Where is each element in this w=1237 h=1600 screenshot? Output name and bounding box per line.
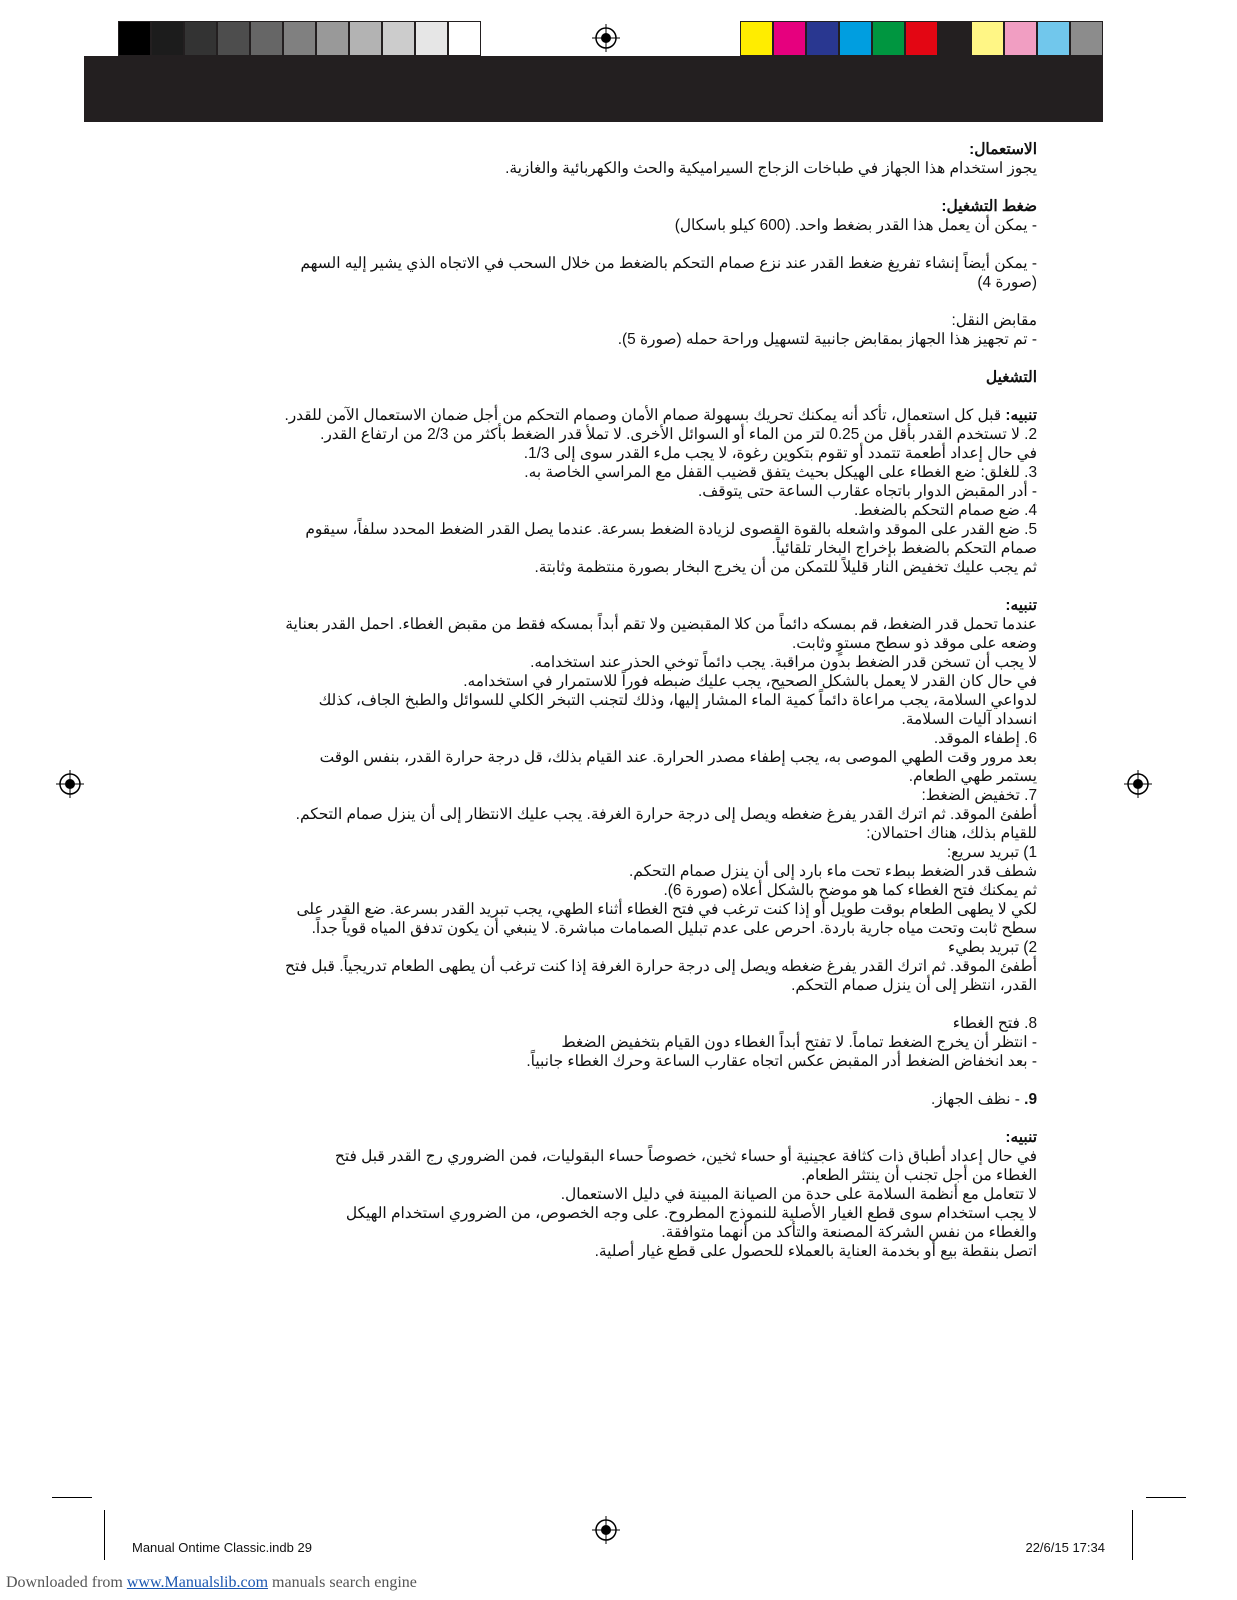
text-line: - انتظر أن يخرج الضغط تماماً. لا تفتح أبداً الغطاء دون القيام بتخفيض الضغط [561,1034,1037,1051]
operation-warning [232,406,1037,425]
gray-swatch [250,21,283,56]
text-line: لكي لا يطهى الطعام بوقت طويل أو إذا كنت ترغب في فتح الغطاء أثناء الطهي، يجب تبريد القدر بسرعة. ضع القدر على [296,901,1037,918]
text-line: لا يجب أن تسخن قدر الضغط بدون مراقبة. يجب دائماً توخي الحذر عند استخدامه. [530,654,1037,671]
color-swatch [773,21,806,56]
step-text: - نظف الجهاز. [930,1091,1025,1108]
crop-mark [104,1510,105,1560]
heading-operating-pressure: ضغط التشغيل: [941,198,1037,215]
downloaded-prefix: Downloaded from [6,1574,127,1591]
text-line: 8. فتح الغطاء [952,1015,1037,1032]
text-line: 2. لا تستخدم القدر بأقل من 0.25 لتر من الماء أو السوائل الأخرى. لا تملأ قدر الضغط بأكثر من 2/3 من ارتفاع القدر. [320,426,1037,443]
text-line: شطف قدر الضغط ببطء تحت ماء بارد إلى أن ينزل صمام التحكم. [629,863,1037,880]
heading-usage: الاستعمال: [969,141,1037,158]
text-line: مقابض النقل: [951,312,1037,329]
gray-swatch [448,21,481,56]
heading-operation: التشغيل [985,369,1037,386]
registration-mark-right [1124,770,1152,798]
registration-mark-bottom [592,1516,620,1544]
text-line: لا يجب استخدام سوى قطع الغيار الأصلية للنموذج المطروح. على وجه الخصوص، من الضروري استخدام الهيكل [345,1205,1037,1222]
crop-mark [1132,1510,1133,1560]
color-swatch [905,21,938,56]
text-line: - أدر المقبض الدوار باتجاه عقارب الساعة حتى يتوقف. [698,483,1037,500]
text-line: في حال كان القدر لا يعمل بالشكل الصحيح، يجب عليك ضبطه فوراً للاستمرار في استخدامه. [463,673,1037,690]
text-line: أطفئ الموقد. ثم اترك القدر يفرغ ضغطه ويصل إلى درجة حرارة الغرفة. يجب عليك الانتظار إلى أن ينزل صمام التحكم. [295,806,1037,823]
text-line: لا تتعامل مع أنظمة السلامة على حدة من الصيانة المبينة في دليل الاستعمال. [560,1186,1037,1203]
footer-date: 22/6/15 17:34 [1025,1540,1105,1555]
downloaded-from-banner [6,1574,417,1592]
gray-swatch [184,21,217,56]
caution-label: تنبيه: [1005,1129,1037,1146]
gray-swatch [118,21,151,56]
text-line: 1) تبريد سريع: [946,844,1037,861]
text-line: 7. تخفيض الضغط: [921,787,1037,804]
warning-label: تنبيه: [1005,407,1037,424]
color-swatch [971,21,1004,56]
text-line: انسداد آليات السلامة. [901,711,1037,728]
gray-swatch [217,21,250,56]
text-line: - يمكن أن يعمل هذا القدر بضغط واحد. (600 كيلو باسكال) [674,217,1037,234]
text-line: - تم تجهيز هذا الجهاز بمقابض جانبية لتسهيل وراحة حمله (صورة 5). [617,331,1037,348]
step-number: 9. [1024,1091,1037,1108]
gray-swatch [151,21,184,56]
text-line: والغطاء من نفس الشركة المصنعة والتأكد من أنهما متوافقة. [661,1224,1037,1241]
text-line: 3. للغلق: ضع الغطاء على الهيكل بحيث يتفق قضيب القفل مع المراسي الخاصة به. [524,464,1037,481]
text-line: 5. ضع القدر على الموقد واشعله بالقوة القصوى لزيادة الضغط بسرعة. عندما يصل القدر الضغط المحدد سلفاً، سيقوم [305,521,1037,538]
text-line: اتصل بنقطة بيع أو بخدمة العناية بالعملاء للحصول على قطع غيار أصلية. [594,1243,1037,1260]
text-line: (صورة 4) [977,274,1037,291]
warning-text: قبل كل استعمال، تأكد أنه يمكنك تحريك بسهولة صمام الأمان وصمام التحكم من أجل ضمان الاستعمال الآمن للقدر. [284,407,1006,424]
text-line: ثم يجب عليك تخفيض النار قليلاً للتمكن من أن يخرج البخار بصورة منتظمة وثابتة. [534,559,1037,576]
registration-mark-left [56,770,84,798]
text-line: القدر، انتظر إلى أن ينزل صمام التحكم. [791,977,1037,994]
gray-swatch [382,21,415,56]
text-line: ثم يمكنك فتح الغطاء كما هو موضح بالشكل أعلاه (صورة 6). [663,882,1037,899]
text-line: صمام التحكم بالضغط بإخراج البخار تلقائياً. [771,540,1037,557]
text-line: في حال إعداد أطباق ذات كثافة عجينية أو حساء ثخين، خصوصاً حساء البقوليات، فمن الضروري رج القدر قبل فتح [334,1148,1037,1165]
manual-page-text [232,140,1037,1261]
text-line: لدواعي السلامة، يجب مراعاة دائماً كمية الماء المشار إليها، وذلك لتجنب التبخر الكلي للسوائل والطبخ الجاف، كذلك [318,692,1037,709]
text-line: 6. إطفاء الموقد. [933,730,1037,747]
text-line: يستمر طهي الطعام. [908,768,1037,785]
text-line: يجوز استخدام هذا الجهاز في طباخات الزجاج السيراميكية والحث والكهربائية والغازية. [505,160,1037,177]
text-line: 2) تبريد بطيء [948,939,1037,956]
gray-swatch-row [118,21,481,56]
text-line: في حال إعداد أطعمة تتمدد أو تقوم بتكوين رغوة، لا يجب ملء القدر سوى إلى 1/3. [523,445,1037,462]
header-band [84,56,1103,122]
text-line: للقيام بذلك، هناك احتمالان: [866,825,1037,842]
text-line: 4. ضع صمام التحكم بالضغط. [854,502,1037,519]
color-swatch-row [740,21,1103,56]
text-line: سطح ثابت وتحت مياه جارية باردة. احرص على عدم تبليل الصمامات مباشرة. لا ينبغي أن يكون تدفق المياه قوياً جداً. [311,920,1037,937]
crop-mark [52,1497,92,1498]
text-line: أطفئ الموقد. ثم اترك القدر يفرغ ضغطه ويصل إلى درجة حرارة الغرفة إذا كنت ترغب أن يطهى الطعام تدريجياً. قبل فتح [285,958,1037,975]
color-swatch [839,21,872,56]
gray-swatch [316,21,349,56]
step-clean [232,1090,1037,1109]
text-line: الغطاء من أجل تجنب أن ينتثر الطعام. [801,1167,1037,1184]
color-swatch [806,21,839,56]
color-swatch [1070,21,1103,56]
footer-file-info: Manual Ontime Classic.indb 29 [132,1540,312,1555]
gray-swatch [415,21,448,56]
color-swatch [1037,21,1070,56]
registration-mark-top [592,24,620,52]
text-line: - يمكن أيضاً إنشاء تفريغ ضغط القدر عند نزع صمام التحكم بالضغط من خلال السحب في الاتجاه الذي يشير إليه السهم [300,255,1037,272]
color-swatch [938,21,971,56]
crop-mark [1146,1497,1186,1498]
text-line: بعد مرور وقت الطهي الموصى به، يجب إطفاء مصدر الحرارة. عند القيام بذلك، قل درجة حرارة القدر، بنفس الوقت [319,749,1037,766]
gray-swatch [283,21,316,56]
text-line: عندما تحمل قدر الضغط، قم بمسكه دائماً من كلا المقبضين ولا تقم أبداً بمسكه فقط من مقبض الغطاء. احمل القدر بعناية [285,616,1037,633]
text-line: - بعد انخفاض الضغط أدر المقبض عكس اتجاه عقارب الساعة وحرك الغطاء جانبياً. [526,1053,1037,1070]
caution-label: تنبيه: [1005,597,1037,614]
color-swatch [1004,21,1037,56]
text-line: وضعه على موقد ذو سطح مستوٍ وثابت. [792,635,1037,652]
gray-swatch [349,21,382,56]
color-swatch [740,21,773,56]
downloaded-suffix: manuals search engine [268,1574,417,1591]
manualslib-link[interactable]: www.Manualslib.com [126,1574,269,1591]
color-swatch [872,21,905,56]
